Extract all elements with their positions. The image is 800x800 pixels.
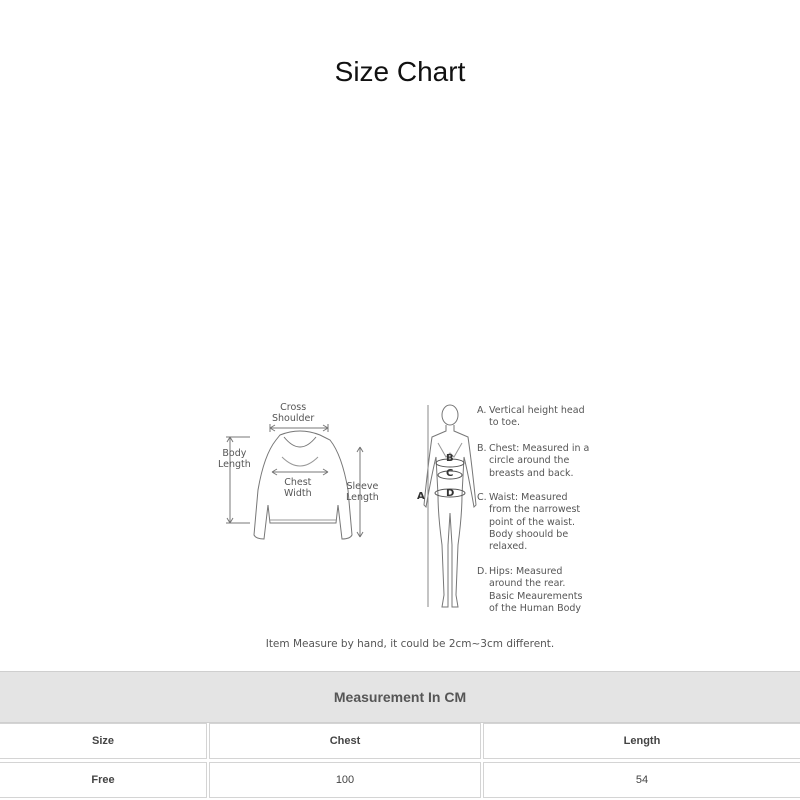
measurement-diagram	[210, 395, 610, 660]
measurement-note: Item Measure by hand, it could be 2cm~3cm different.	[265, 638, 555, 650]
table-header-row	[0, 723, 800, 761]
letter-a: A	[417, 491, 425, 502]
page-title: Size Chart	[334, 56, 466, 87]
body-length-label-line2: Length	[218, 459, 251, 470]
chest-width-label	[284, 477, 312, 499]
sleeve-length-label-line1: Sleeve	[346, 481, 379, 492]
letter-d: D	[446, 488, 455, 499]
legend-line: to toe.	[489, 417, 520, 429]
cell-size: Free	[0, 762, 207, 798]
cell-length: 54	[483, 762, 800, 798]
legend-line: around the rear.	[489, 578, 566, 590]
legend-key: B.	[477, 443, 487, 454]
cross-shoulder-label-line1: Cross	[280, 402, 307, 413]
human-figure-illustration	[424, 405, 476, 607]
legend-line: point of the waist.	[489, 516, 575, 528]
size-table	[0, 671, 800, 786]
legend-key: A.	[477, 405, 487, 416]
body-length-label-line1: Body	[222, 448, 247, 459]
cross-shoulder-label-line2: Shoulder	[272, 413, 315, 424]
chest-width-label-line2: Width	[284, 488, 312, 499]
legend-text	[489, 566, 607, 615]
header-length: Length	[483, 723, 800, 759]
legend-line: circle around the	[489, 455, 570, 467]
header-size: Size	[0, 723, 207, 759]
header-chest: Chest	[209, 723, 481, 759]
legend-line: Waist: Measured	[489, 492, 568, 503]
legend-line: Vertical height head	[489, 405, 585, 416]
letter-c: C	[446, 468, 454, 479]
legend-item-d	[477, 566, 607, 615]
sleeve-length-label-line2: Length	[346, 492, 379, 503]
legend-item-c	[477, 492, 607, 553]
cross-shoulder-label	[272, 402, 314, 424]
cell-chest: 100	[209, 762, 481, 798]
letter-b: B	[446, 453, 454, 464]
table-row	[0, 762, 800, 800]
legend-line: relaxed.	[489, 541, 528, 553]
chest-width-label-line1: Chest	[284, 477, 312, 488]
sleeve-length-label	[346, 481, 379, 503]
legend-key: C.	[477, 492, 487, 503]
legend-line: Body shoould be	[489, 528, 569, 540]
table-caption: Measurement In CM	[0, 671, 800, 723]
legend-line: of the Human Body	[489, 602, 582, 614]
legend-item-a	[477, 405, 607, 430]
legend-line: Chest: Measured in a	[489, 443, 590, 454]
legend-key: D.	[477, 566, 488, 577]
legend-line: Hips: Measured	[489, 566, 563, 577]
legend-line: Basic Meaurements	[489, 590, 583, 602]
legend-text	[489, 492, 607, 553]
legend-line: from the narrowest	[489, 504, 581, 516]
legend-text	[489, 405, 607, 430]
legend-text	[489, 443, 607, 480]
body-length-label	[218, 448, 251, 470]
legend-line: breasts and back.	[489, 467, 574, 479]
legend-item-b	[477, 443, 607, 480]
